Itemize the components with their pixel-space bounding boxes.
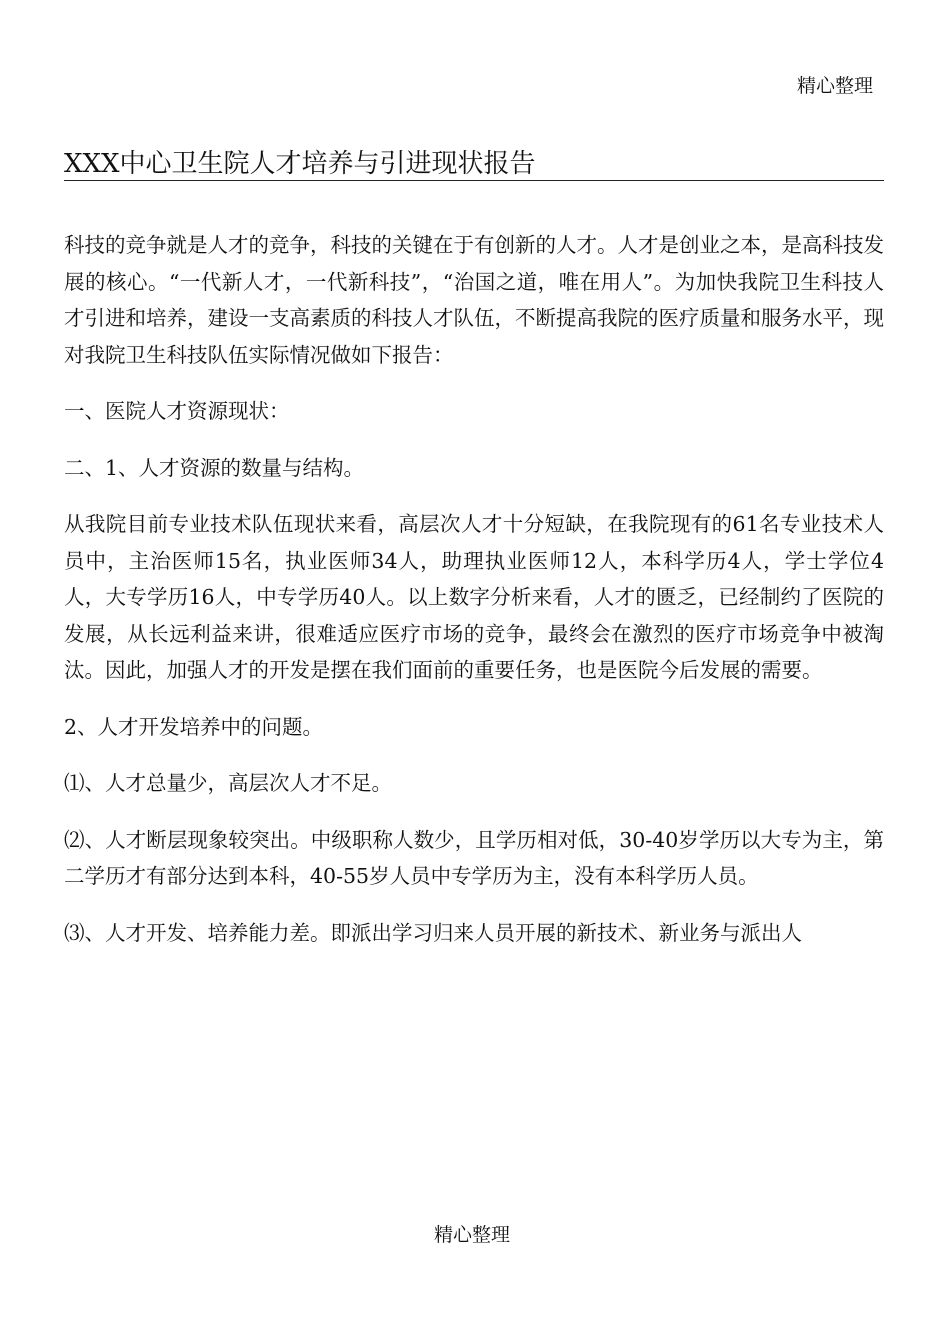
intro-paragraph: 科技的竞争就是人才的竞争，科技的关键在于有创新的人才。人才是创业之本，是高科技发展的核心。“一代新人才，一代新科技”，“治国之道，唯在用人”。为加快我院卫生科技人才引进和培养，建设一支高素质的科技人才队伍，不断提高我院的医疗质量和服务水平，现对我院卫生科技队伍实际情况做如下报告： (64, 233, 884, 367)
section-heading-1: 一、医院人才资源现状： (64, 399, 290, 423)
footer-watermark-note: 精心整理 (434, 1224, 511, 1246)
subsection-heading-1: 二、1、人才资源的数量与结构。 (64, 455, 365, 480)
problem-item-3: ⑶、人才开发、培养能力差。即派出学习归来人员开展的新技术、新业务与派出人 (64, 920, 802, 945)
page-title: XXX中心卫生院人才培养与引进现状报告 (64, 148, 884, 181)
problem-item-1: ⑴、人才总量少，高层次人才不足。 (64, 771, 392, 795)
header-watermark-note: 精心整理 (797, 75, 874, 97)
problem-item-2: ⑵、人才断层现象较突出。中级职称人数少，且学历相对低，30-40岁学历以大专为主，第二学历才有部分达到本科，40-55岁人员中专学历为主，没有本科学历人员。 (64, 827, 884, 888)
subsection-heading-2: 2、人才开发培养中的问题。 (64, 714, 324, 739)
staff-statistics-paragraph: 从我院目前专业技术队伍现状来看，高层次人才十分短缺，在我院现有的61名专业技术人员中，主治医师15名，执业医师34人，助理执业医师12人，本科学历4人，学士学位4人，大专学历16人，中专学历40人。以上数字分析来看，人才的匮乏，已经制约了医院的发展，从长远利益来讲，很难适应医疗市场的竞争，最终会在激烈的医疗市场竞争中被淘汰。因此，加强人才的开发是摆在我们面前的重要任务，也是医院今后发展的需要。 (64, 512, 884, 682)
document-body (64, 227, 884, 971)
